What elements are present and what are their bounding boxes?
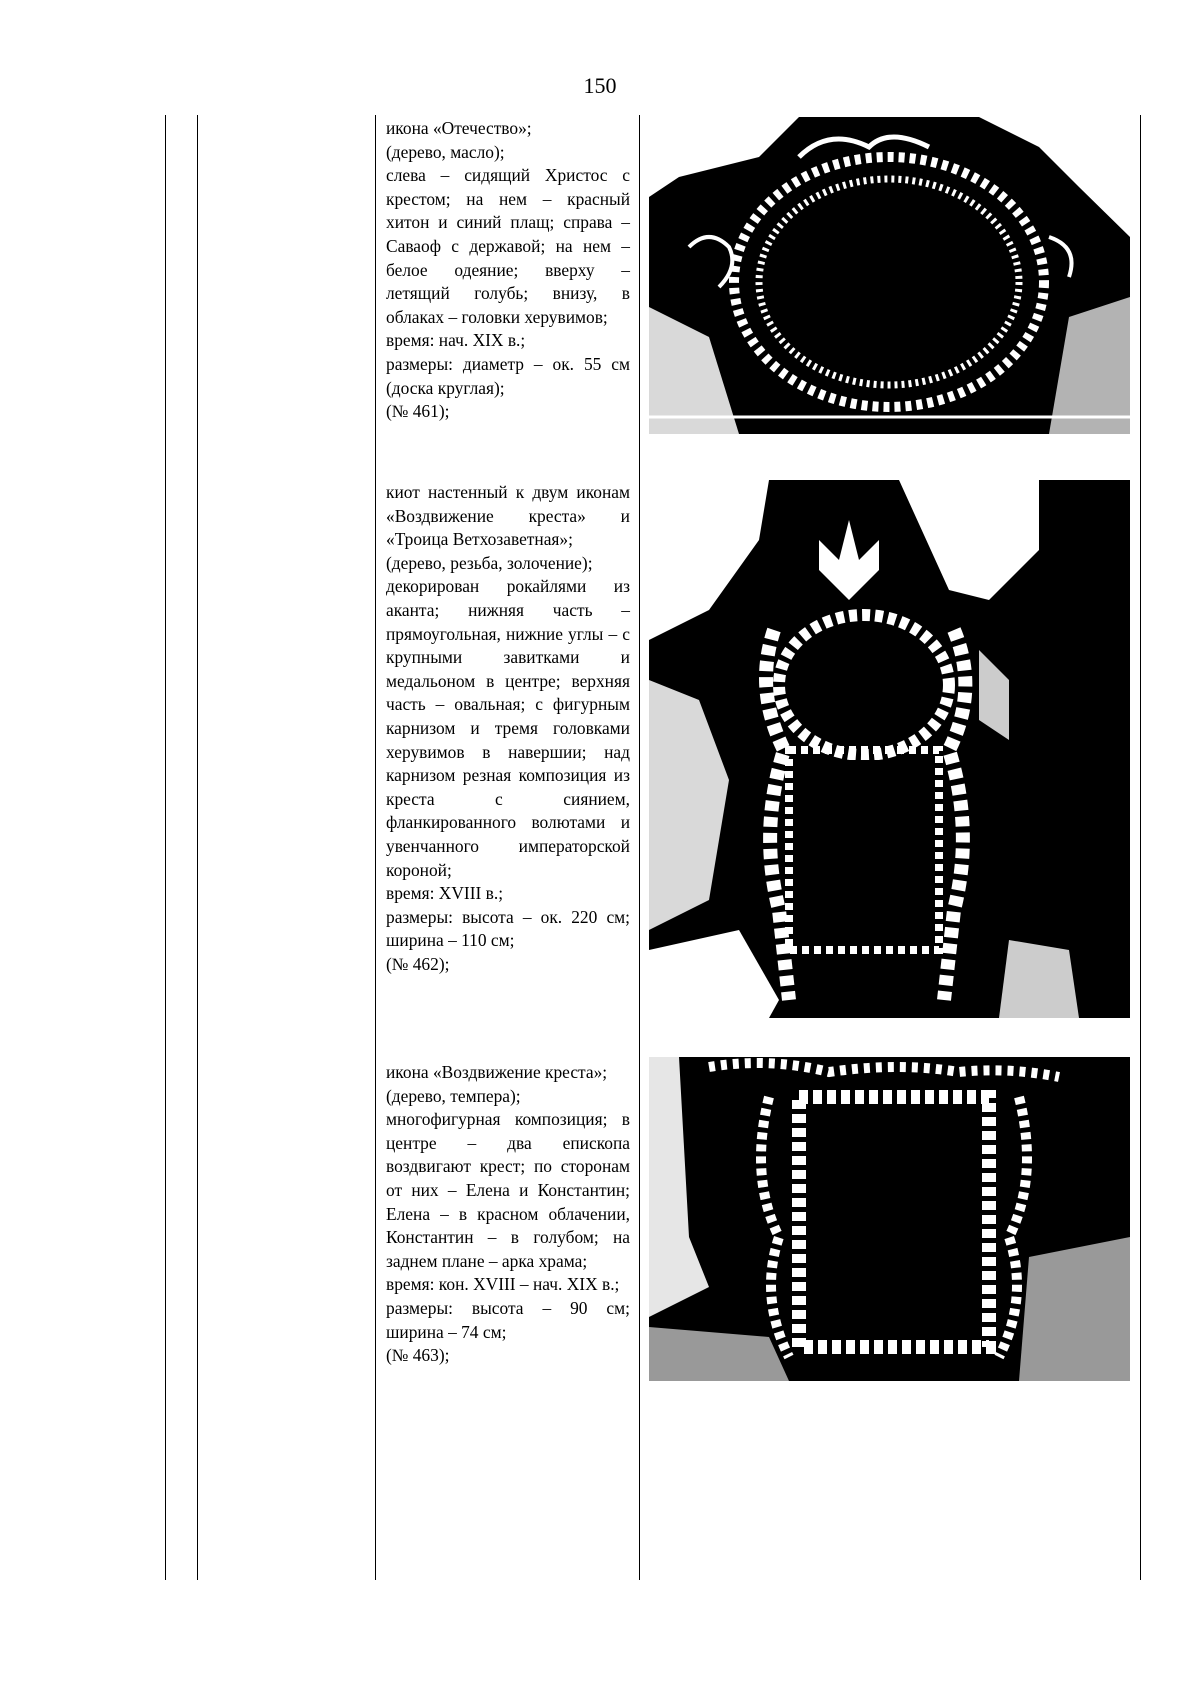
entry-line: (№ 462);	[386, 953, 450, 974]
entry-line: время: XVIII в.;	[386, 883, 504, 904]
entry-line: время: нач. XIX в.;	[386, 330, 526, 351]
page-number: 150	[583, 73, 617, 98]
entry-line: икона «Воздвижение креста»;	[386, 1062, 608, 1082]
entry-line: икона «Отечество»;	[386, 118, 532, 138]
entry-line: многофигурная композиция; в центре – два епископа воздвигают крест; по сторонам от них – Елена и Константин; Елена – в красном облачении, Константин – в голубом; на заднем плане – арка храма;	[386, 1109, 630, 1271]
entry-462	[386, 481, 630, 976]
entry-line: (№ 461);	[386, 401, 450, 422]
table-column-line-5	[1140, 115, 1141, 1580]
entry-line: киот настенный к двум иконам «Воздвижение креста» и «Троица Ветхозаветная»;	[386, 482, 630, 550]
entry-line: (дерево, резьба, золочение);	[386, 552, 593, 573]
entry-line: размеры: высота – ок. 220 см; ширина – 110 см;	[386, 906, 630, 951]
entry-line: время: кон. XVIII – нач. XIX в.;	[386, 1274, 620, 1295]
table-column-line-4	[639, 115, 640, 1580]
entry-461	[386, 117, 630, 424]
entry-463	[386, 1061, 630, 1368]
entry-line: размеры: диаметр – ок. 55 см (доска круглая);	[386, 353, 630, 398]
oval-frame-photo	[649, 117, 1130, 434]
kiot-photo	[649, 480, 1130, 1018]
table-column-line-1	[165, 115, 166, 1580]
entry-line: (№ 463);	[386, 1345, 450, 1366]
entry-line: (дерево, темпера);	[386, 1085, 521, 1106]
entry-line: размеры: высота – 90 см; ширина – 74 см;	[386, 1297, 630, 1342]
entry-line: декорирован рокайлями из аканта; нижняя часть – прямоугольная, нижние углы – с крупными завитками и медальоном в центре; верхняя часть – овальная; с фигурным карнизом и тремя головками херувимов в навершии; над карнизом резная композиция из креста с сиянием, фланкированного волютами и увенчанного императорской короной;	[386, 576, 630, 880]
rect-frame-photo	[649, 1057, 1130, 1381]
entry-line: (дерево, масло);	[386, 141, 505, 162]
table-column-line-2	[197, 115, 198, 1580]
entry-line: слева – сидящий Христос с крестом; на нем – красный хитон и синий плащ; справа – Саваоф с державой; на нем – белое одеяние; вверху – летящий голубь; внизу, в облаках – головки херувимов;	[386, 165, 630, 327]
table-column-line-3	[375, 115, 376, 1580]
